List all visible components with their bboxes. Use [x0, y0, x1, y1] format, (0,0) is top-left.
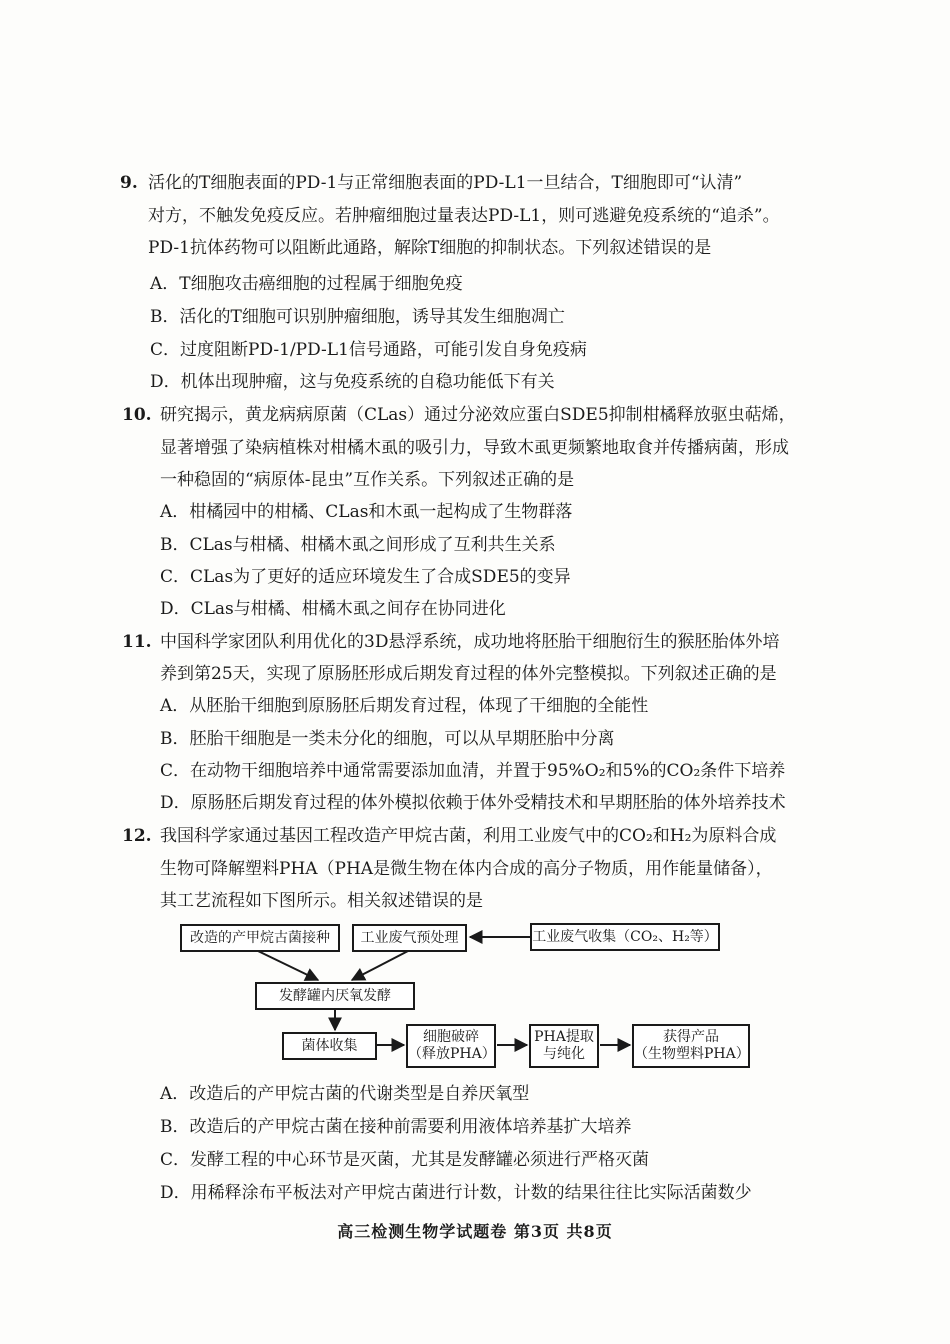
box-label: 细胞破碎: [423, 1029, 479, 1045]
box-label: 工业废气预处理: [360, 929, 459, 946]
box-label: 获得产品: [663, 1029, 719, 1045]
q9-option-d: D．机体出现肿瘤，这与免疫系统的自稳功能低下有关: [150, 372, 555, 392]
box-label: 工业废气收集（CO₂、H₂等）: [532, 928, 718, 945]
box-label: （生物塑料PHA）: [634, 1046, 750, 1062]
box-label: 发酵罐内厌氧发酵: [279, 987, 391, 1004]
box-collection: [282, 1032, 377, 1060]
q10-option-c: C．CLas为了更好的适应环境发生了合成SDE5的变异: [160, 567, 571, 587]
q9-stem-line: PD-1抗体药物可以阻断此通路，解除T细胞的抑制状态。下列叙述错误的是: [148, 238, 712, 258]
box-fermentation: [255, 982, 415, 1010]
q11-option-d: D．原肠胚后期发育过程的体外模拟依赖于体外受精技术和早期胚胎的体外培养技术: [160, 793, 786, 813]
q9-stem-line: 活化的T细胞表面的PD-1与正常细胞表面的PD-L1一旦结合，T细胞即可“认清”: [148, 173, 743, 193]
q12-option-b: B．改造后的产甲烷古菌在接种前需要利用液体培养基扩大培养: [160, 1117, 632, 1137]
q11-option-c: C．在动物干细胞培养中通常需要添加血清，并置于95%O₂和5%的CO₂条件下培养: [160, 761, 786, 781]
arrow-archaea-to-fermentation: [258, 951, 318, 980]
q10-stem-line: 研究揭示，黄龙病病原菌（CLas）通过分泌效应蛋白SDE5抑制柑橘释放驱虫萜烯，: [160, 405, 796, 425]
q9-stem-line: 对方，不触发免疫反应。若肿瘤细胞过量表达PD-L1，则可逃避免疫系统的“追杀”。: [148, 206, 780, 226]
q10-option-b: B．CLas与柑橘、柑橘木虱之间形成了互利共生关系: [160, 535, 556, 555]
arrow-pretreatment-to-fermentation: [352, 951, 408, 980]
q12-option-a: A．改造后的产甲烷古菌的代谢类型是自养厌氧型: [160, 1084, 530, 1104]
box-pretreatment: [352, 924, 467, 952]
q10-stem-line: 显著增强了染病植株对柑橘木虱的吸引力，导致木虱更频繁地取食并传播病菌，形成: [160, 438, 789, 458]
box-product: [632, 1024, 750, 1068]
q10-option-d: D．CLas与柑橘、柑橘木虱之间存在协同进化: [160, 599, 506, 619]
q11-stem-line: 中国科学家团队利用优化的3D悬浮系统，成功地将胚胎干细胞衍生的猴胚胎体外培: [160, 632, 780, 652]
page-footer: 高三检测生物学试题卷 第3页 共8页: [337, 1222, 613, 1241]
box-label: 改造的产甲烷古菌接种: [190, 929, 330, 946]
box-label: 菌体收集: [301, 1037, 358, 1054]
box-modified-archaea: [180, 924, 340, 952]
q10-stem-line: 一种稳固的“病原体-昆虫”互作关系。下列叙述正确的是: [160, 470, 575, 490]
box-label: （释放PHA）: [408, 1046, 496, 1062]
q11-option-a: A．从胚胎干细胞到原肠胚后期发育过程，体现了干细胞的全能性: [160, 696, 649, 716]
q11-option-b: B．胚胎干细胞是一类未分化的细胞，可以从早期胚胎中分离: [160, 729, 615, 749]
box-label: 与纯化: [543, 1046, 585, 1062]
q12-stem-line: 生物可降解塑料PHA（PHA是微生物在体内合成的高分子物质，用作能量储备），: [160, 859, 773, 879]
q10-option-a: A．柑橘园中的柑橘、CLas和木虱一起构成了生物群落: [160, 502, 573, 522]
q9-option-c: C．过度阻断PD-1/PD-L1信号通路，可能引发自身免疫病: [150, 340, 587, 360]
box-gas-collection: [530, 923, 720, 951]
q12-stem-line: 我国科学家通过基因工程改造产甲烷古菌，利用工业废气中的CO₂和H₂为原料合成: [160, 826, 777, 846]
q9-option-b: B．活化的T细胞可识别肿瘤细胞，诱导其发生细胞凋亡: [150, 307, 565, 327]
q12-option-c: C．发酵工程的中心环节是灭菌，尤其是发酵罐必须进行严格灭菌: [160, 1150, 650, 1170]
q12-number: 12.: [122, 826, 152, 846]
q12-stem-line: 其工艺流程如下图所示。相关叙述错误的是: [160, 891, 483, 911]
q9-option-a: A．T细胞攻击癌细胞的过程属于细胞免疫: [150, 274, 463, 294]
q9-number: 9.: [120, 173, 138, 193]
q10-number: 10.: [122, 405, 152, 425]
box-cell-break: [406, 1024, 496, 1068]
box-extract: [529, 1024, 599, 1068]
q11-number: 11.: [122, 632, 152, 652]
q12-option-d: D．用稀释涂布平板法对产甲烷古菌进行计数，计数的结果往往比实际活菌数少: [160, 1183, 752, 1203]
q11-stem-line: 养到第25天，实现了原肠胚形成后期发育过程的体外完整模拟。下列叙述正确的是: [160, 664, 777, 684]
box-label: PHA提取: [534, 1029, 594, 1045]
